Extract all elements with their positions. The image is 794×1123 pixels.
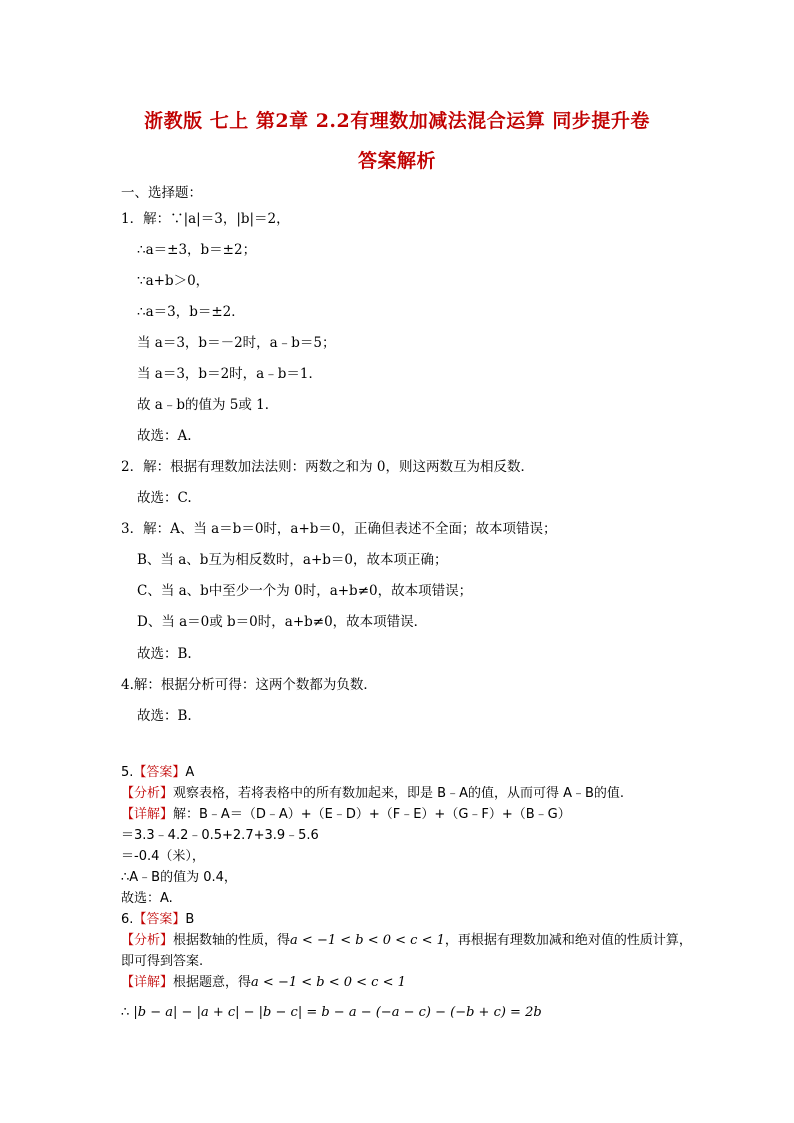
q1-answer: 故选：A.: [137, 428, 192, 444]
q6-inequality: a < −1 < b < 0 < c < 1: [290, 933, 445, 948]
q6-answer-value: B: [185, 912, 195, 927]
q3-answer: 故选：B.: [137, 646, 192, 662]
q6-number: 6.: [121, 912, 134, 927]
q5-answer-line: [121, 764, 194, 781]
q6-analysis-text: ，再根据有理数加减和绝对值的性质计算，: [444, 933, 692, 948]
q4-line: 4.解：根据分析可得：这两个数都为负数．: [121, 677, 377, 693]
q6-detail-text: 根据题意，得: [173, 975, 252, 990]
q3-line: D、当 a＝0或 b＝0时，a+b≠0，故本项错误．: [137, 614, 428, 630]
q6-analysis-text: 根据数轴的性质，得: [173, 933, 291, 948]
page-subtitle: 答案解析: [357, 150, 436, 172]
q4-answer: 故选：B.: [137, 708, 192, 724]
q5-step: 故选：A.: [121, 891, 173, 906]
q6-answer-line: [121, 911, 194, 928]
q3-line: B、当 a、b互为相反数时，a+b＝0，故本项正确；: [137, 552, 448, 568]
q3-line: 3．解：A、当 a＝b＝0时，a+b＝0，正确但表述不全面；故本项错误；: [121, 521, 557, 537]
q1-line: ∴a＝3，b＝±2．: [137, 304, 245, 320]
q5-detail-tag: 【详解】: [121, 807, 174, 822]
q1-line: 故 a﹣b的值为 5或 1．: [137, 397, 279, 413]
q5-step: ∴A﹣B的值为 0.4，: [121, 870, 237, 885]
q1-line: 当 a＝3，b＝2时，a﹣b＝1．: [137, 366, 322, 382]
q6-analysis-tag: 【分析】: [121, 933, 174, 948]
q6-answer-tag: 【答案】: [133, 912, 186, 927]
section-heading: 一、选择题：: [121, 185, 202, 201]
q5-analysis-tag: 【分析】: [121, 786, 174, 801]
q1-line: 1．解：∵|a|＝3，|b|＝2，: [121, 211, 290, 227]
q5-step: ＝3.3﹣4.2﹣0.5+2.7+3.9﹣5.6: [121, 828, 319, 843]
q2-answer: 故选：C.: [137, 490, 192, 506]
q5-analysis-line: [121, 785, 624, 802]
q5-detail-line: [121, 806, 571, 823]
page-title: 浙教版 七上 第2章 2.2有理数加减法混合运算 同步提升卷: [144, 110, 650, 132]
q6-detail-tag: 【详解】: [121, 975, 174, 990]
q5-answer-tag: 【答案】: [133, 765, 186, 780]
q1-line: ∴a＝±3，b＝±2；: [137, 242, 257, 258]
q6-inequality: a < −1 < b < 0 < c < 1: [251, 975, 406, 990]
q5-number: 5.: [121, 765, 134, 780]
q6-analysis-cont: 即可得到答案.: [121, 954, 204, 969]
q3-line: C、当 a、b中至少一个为 0时，a+b≠0，故本项错误；: [137, 583, 473, 599]
q5-detail-text: 解：B﹣A＝（D﹣A）+（E﹣D）+（F﹣E）+（G﹣F）+（B﹣G）: [173, 807, 571, 822]
q6-analysis-line: [121, 932, 692, 949]
q2-line: 2．解：根据有理数加法法则：两数之和为 0，则这两数互为相反数．: [121, 459, 534, 475]
q5-step: ＝-0.4（米），: [121, 849, 205, 864]
q6-final-line: [121, 1004, 542, 1021]
q1-line: ∵a+b＞0，: [137, 273, 210, 289]
therefore-symbol: ∴: [121, 1005, 130, 1020]
q6-detail-line: [121, 974, 406, 991]
q5-analysis-text: 观察表格，若将表格中的所有数加起来，即是 B﹣A的值，从而可得 A﹣B的值.: [173, 786, 625, 801]
q1-line: 当 a＝3，b＝－2时，a﹣b＝5；: [137, 335, 336, 351]
q5-answer-value: A: [185, 765, 195, 780]
q6-final-equation: |b − a| − |a + c| − |b − c| = b − a − (−a − c) − (−b + c) = 2b: [133, 1005, 542, 1020]
